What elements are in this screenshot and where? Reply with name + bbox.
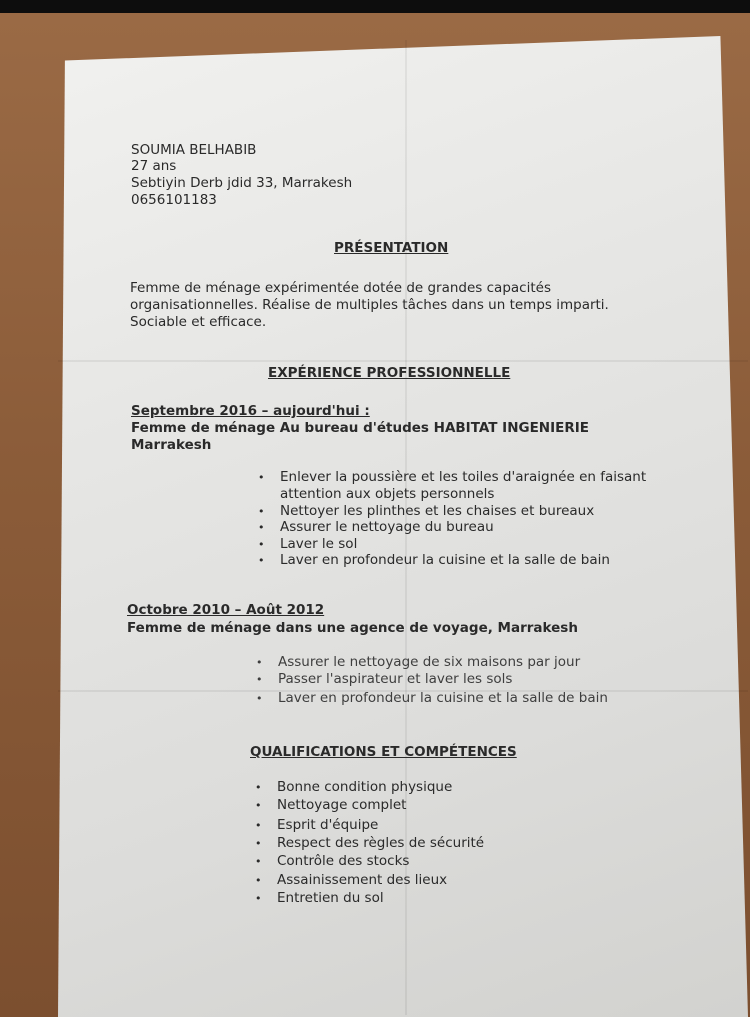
contact-address: Sebtiyin Derb jdid 33, Marrakesh [131, 175, 353, 191]
qualification-item: • Assainissement des lieux [277, 872, 447, 889]
job-title: Femme de ménage dans une agence de voyage, Marrakesh [127, 620, 578, 636]
qualification-item: • Bonne condition physique [277, 779, 452, 796]
qualification-item: • Respect des règles de sécurité [277, 835, 484, 852]
qualification-item: • Esprit d'équipe [277, 817, 378, 834]
presentation-line: Femme de ménage expérimentée dotée de grandes capacités [130, 280, 551, 296]
contact-age: 27 ans [131, 158, 177, 174]
experience-heading: EXPÉRIENCE PROFESSIONNELLE [268, 365, 511, 381]
contact-name: SOUMIA BELHABIB [131, 142, 257, 158]
job-task-item: • Laver en profondeur la cuisine et la salle de bain [278, 690, 608, 707]
qualifications-heading: QUALIFICATIONS ET COMPÉTENCES [250, 744, 517, 760]
job-task-continuation: attention aux objets personnels [280, 486, 495, 502]
qualification-item: • Entretien du sol [277, 890, 384, 907]
qualification-item: • Nettoyage complet [277, 797, 406, 814]
job-title: Femme de ménage Au bureau d'études HABITAT INGENIERIE [131, 420, 589, 436]
job-period: Septembre 2016 – aujourd'hui : [131, 403, 370, 419]
job-task-item: • Nettoyer les plinthes et les chaises et bureaux [280, 503, 594, 520]
job-task-item: • Assurer le nettoyage de six maisons par jour [278, 654, 580, 671]
presentation-heading: PRÉSENTATION [334, 240, 449, 256]
job-location: Marrakesh [131, 437, 212, 453]
presentation-line: organisationnelles. Réalise de multiples tâches dans un temps imparti. [130, 297, 609, 313]
qualification-item: • Contrôle des stocks [277, 853, 409, 870]
contact-phone: 0656101183 [131, 192, 217, 208]
job-task-item: • Laver le sol [280, 536, 357, 553]
job-task-item: • Passer l'aspirateur et laver les sols [278, 671, 512, 688]
job-period: Octobre 2010 – Août 2012 [127, 602, 325, 618]
presentation-line: Sociable et efficace. [130, 314, 267, 330]
job-task-item: • Enlever la poussière et les toiles d'araignée en faisant [280, 469, 646, 486]
job-task-item: • Laver en profondeur la cuisine et la salle de bain [280, 552, 610, 569]
job-task-item: • Assurer le nettoyage du bureau [280, 519, 494, 536]
